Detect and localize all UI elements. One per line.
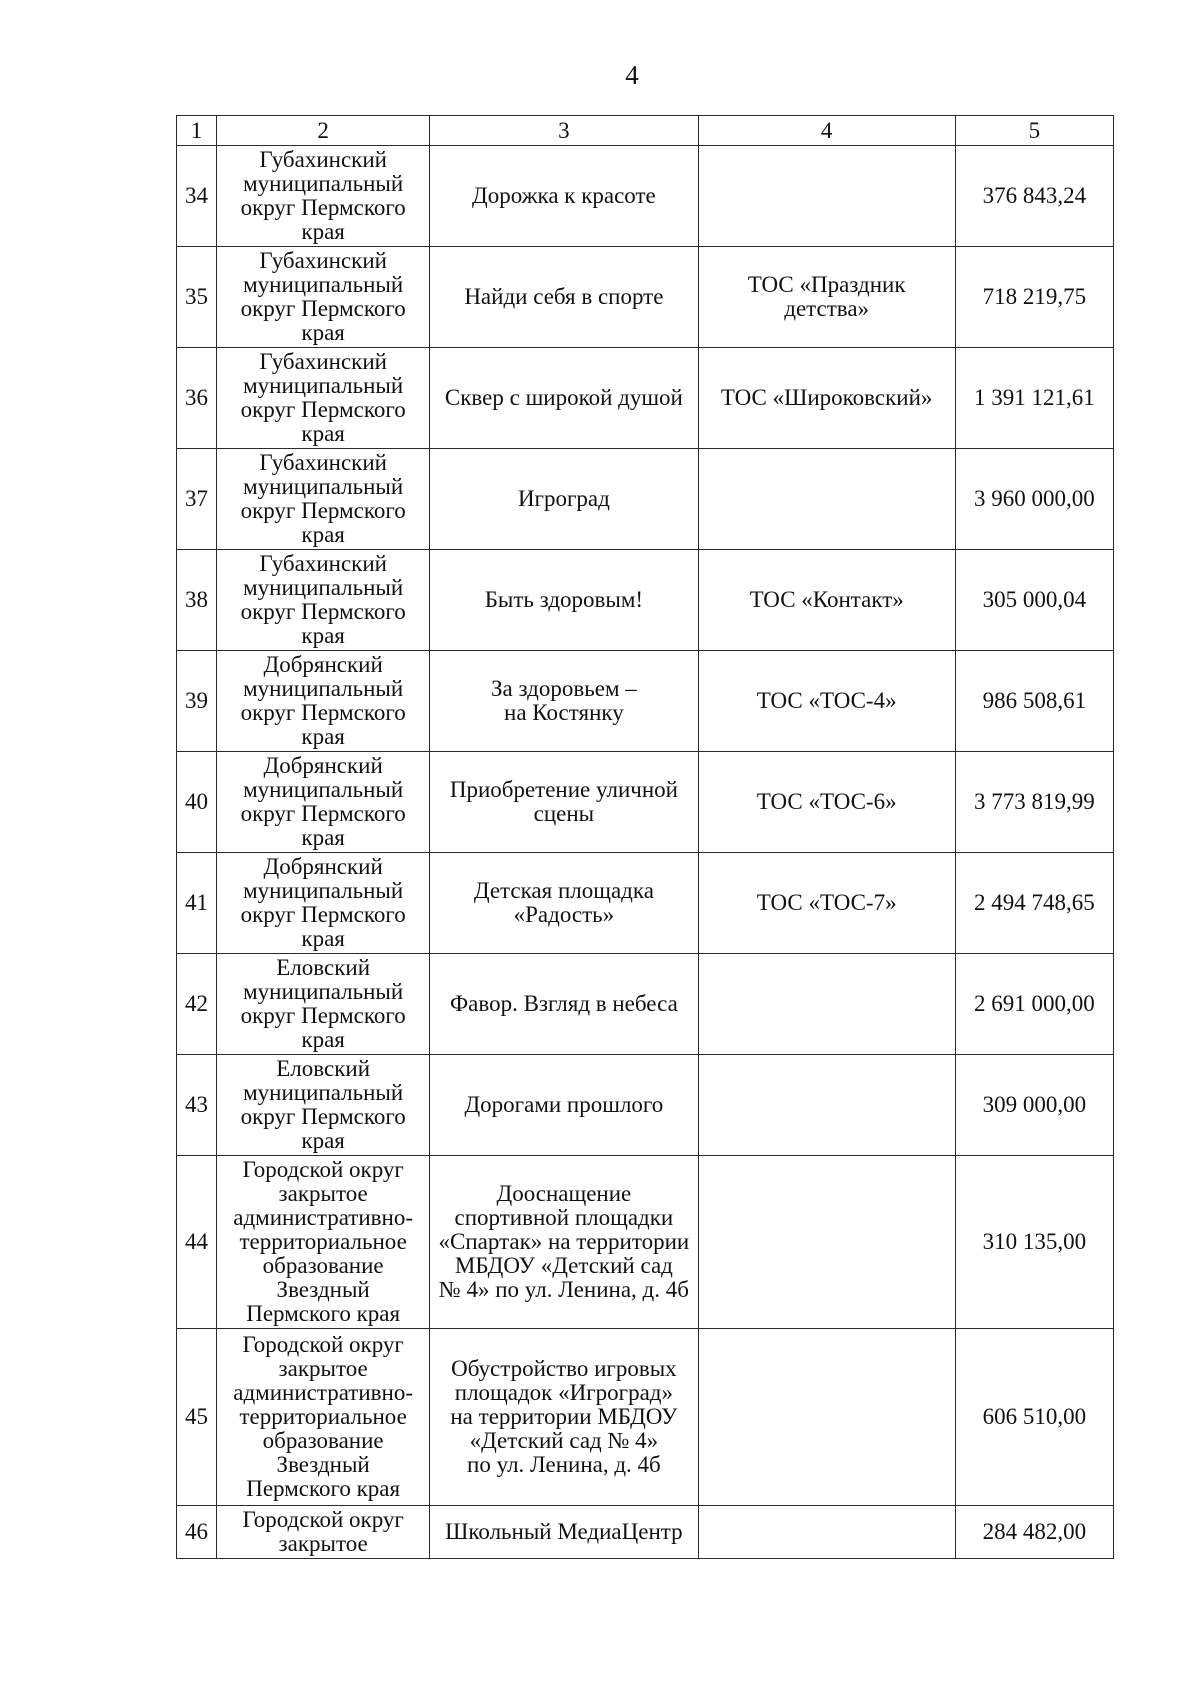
tos-cell: ТОС «ТОС-7» — [698, 853, 955, 954]
row-number: 43 — [177, 1055, 217, 1156]
header-row — [177, 116, 1114, 146]
projects-table — [176, 115, 1114, 1559]
tos-cell — [698, 1329, 955, 1506]
project-cell: За здоровьем – на Костянку — [430, 651, 698, 752]
municipality-cell: Еловский муниципальный округ Пермского края — [217, 954, 430, 1055]
table-row — [177, 1329, 1114, 1506]
table-row — [177, 1055, 1114, 1156]
municipality-cell: Губахинский муниципальный округ Пермского края — [217, 550, 430, 651]
table-row — [177, 348, 1114, 449]
amount-cell: 3 773 819,99 — [955, 752, 1113, 853]
table-row — [177, 247, 1114, 348]
amount-cell: 3 960 000,00 — [955, 449, 1113, 550]
amount-cell: 284 482,00 — [955, 1506, 1113, 1559]
tos-cell: ТОС «Широковский» — [698, 348, 955, 449]
municipality-cell: Губахинский муниципальный округ Пермского края — [217, 449, 430, 550]
amount-cell: 310 135,00 — [955, 1156, 1113, 1329]
row-number: 37 — [177, 449, 217, 550]
header-col-1: 1 — [177, 116, 217, 146]
table-row — [177, 1156, 1114, 1329]
row-number: 39 — [177, 651, 217, 752]
amount-cell: 1 391 121,61 — [955, 348, 1113, 449]
tos-cell: ТОС «ТОС-6» — [698, 752, 955, 853]
row-number: 38 — [177, 550, 217, 651]
header-col-5: 5 — [955, 116, 1113, 146]
tos-cell — [698, 1156, 955, 1329]
amount-cell: 986 508,61 — [955, 651, 1113, 752]
row-number: 46 — [177, 1506, 217, 1559]
tos-cell: ТОС «Праздник детства» — [698, 247, 955, 348]
table-row — [177, 651, 1114, 752]
row-number: 40 — [177, 752, 217, 853]
table-row — [177, 449, 1114, 550]
tos-cell — [698, 1055, 955, 1156]
amount-cell: 606 510,00 — [955, 1329, 1113, 1506]
row-number: 44 — [177, 1156, 217, 1329]
municipality-cell: Губахинский муниципальный округ Пермского края — [217, 146, 430, 247]
amount-cell: 309 000,00 — [955, 1055, 1113, 1156]
project-cell: Игроград — [430, 449, 698, 550]
amount-cell: 2 691 000,00 — [955, 954, 1113, 1055]
municipality-cell: Добрянский муниципальный округ Пермского края — [217, 752, 430, 853]
table-row — [177, 1506, 1114, 1559]
municipality-cell: Губахинский муниципальный округ Пермского края — [217, 247, 430, 348]
table-row — [177, 954, 1114, 1055]
amount-cell: 376 843,24 — [955, 146, 1113, 247]
table-row — [177, 853, 1114, 954]
tos-cell — [698, 954, 955, 1055]
project-cell: Дорогами прошлого — [430, 1055, 698, 1156]
table-row — [177, 550, 1114, 651]
page-number: 4 — [625, 60, 639, 90]
row-number: 42 — [177, 954, 217, 1055]
header-col-2: 2 — [217, 116, 430, 146]
municipality-cell: Добрянский муниципальный округ Пермского края — [217, 651, 430, 752]
amount-cell: 305 000,04 — [955, 550, 1113, 651]
row-number: 36 — [177, 348, 217, 449]
project-cell: Детская площадка «Радость» — [430, 853, 698, 954]
project-cell: Приобретение уличной сцены — [430, 752, 698, 853]
municipality-cell: Городской округ закрытое административно- территориальное образование Звездный Пермского края — [217, 1156, 430, 1329]
tos-cell — [698, 1506, 955, 1559]
project-cell: Фавор. Взгляд в небеса — [430, 954, 698, 1055]
tos-cell — [698, 146, 955, 247]
municipality-cell: Еловский муниципальный округ Пермского края — [217, 1055, 430, 1156]
project-cell: Найди себя в спорте — [430, 247, 698, 348]
tos-cell: ТОС «Контакт» — [698, 550, 955, 651]
project-cell: Дооснащение спортивной площадки «Спартак» на территории МБДОУ «Детский сад № 4» по ул. Ленина, д. 4б — [430, 1156, 698, 1329]
municipality-cell: Добрянский муниципальный округ Пермского края — [217, 853, 430, 954]
municipality-cell: Городской округ закрытое административно- территориальное образование Звездный Пермского края — [217, 1329, 430, 1506]
header-col-4: 4 — [698, 116, 955, 146]
project-cell: Быть здоровым! — [430, 550, 698, 651]
table-row — [177, 752, 1114, 853]
project-cell: Дорожка к красоте — [430, 146, 698, 247]
project-cell: Школьный МедиаЦентр — [430, 1506, 698, 1559]
row-number: 35 — [177, 247, 217, 348]
table-row — [177, 146, 1114, 247]
municipality-cell: Губахинский муниципальный округ Пермского края — [217, 348, 430, 449]
project-cell: Обустройство игровых площадок «Игроград» на территории МБДОУ «Детский сад № 4» по ул. Ленина, д. 4б — [430, 1329, 698, 1506]
row-number: 45 — [177, 1329, 217, 1506]
amount-cell: 718 219,75 — [955, 247, 1113, 348]
row-number: 41 — [177, 853, 217, 954]
row-number: 34 — [177, 146, 217, 247]
project-cell: Сквер с широкой душой — [430, 348, 698, 449]
tos-cell — [698, 449, 955, 550]
municipality-cell: Городской округ закрытое — [217, 1506, 430, 1559]
tos-cell: ТОС «ТОС-4» — [698, 651, 955, 752]
amount-cell: 2 494 748,65 — [955, 853, 1113, 954]
header-col-3: 3 — [430, 116, 698, 146]
